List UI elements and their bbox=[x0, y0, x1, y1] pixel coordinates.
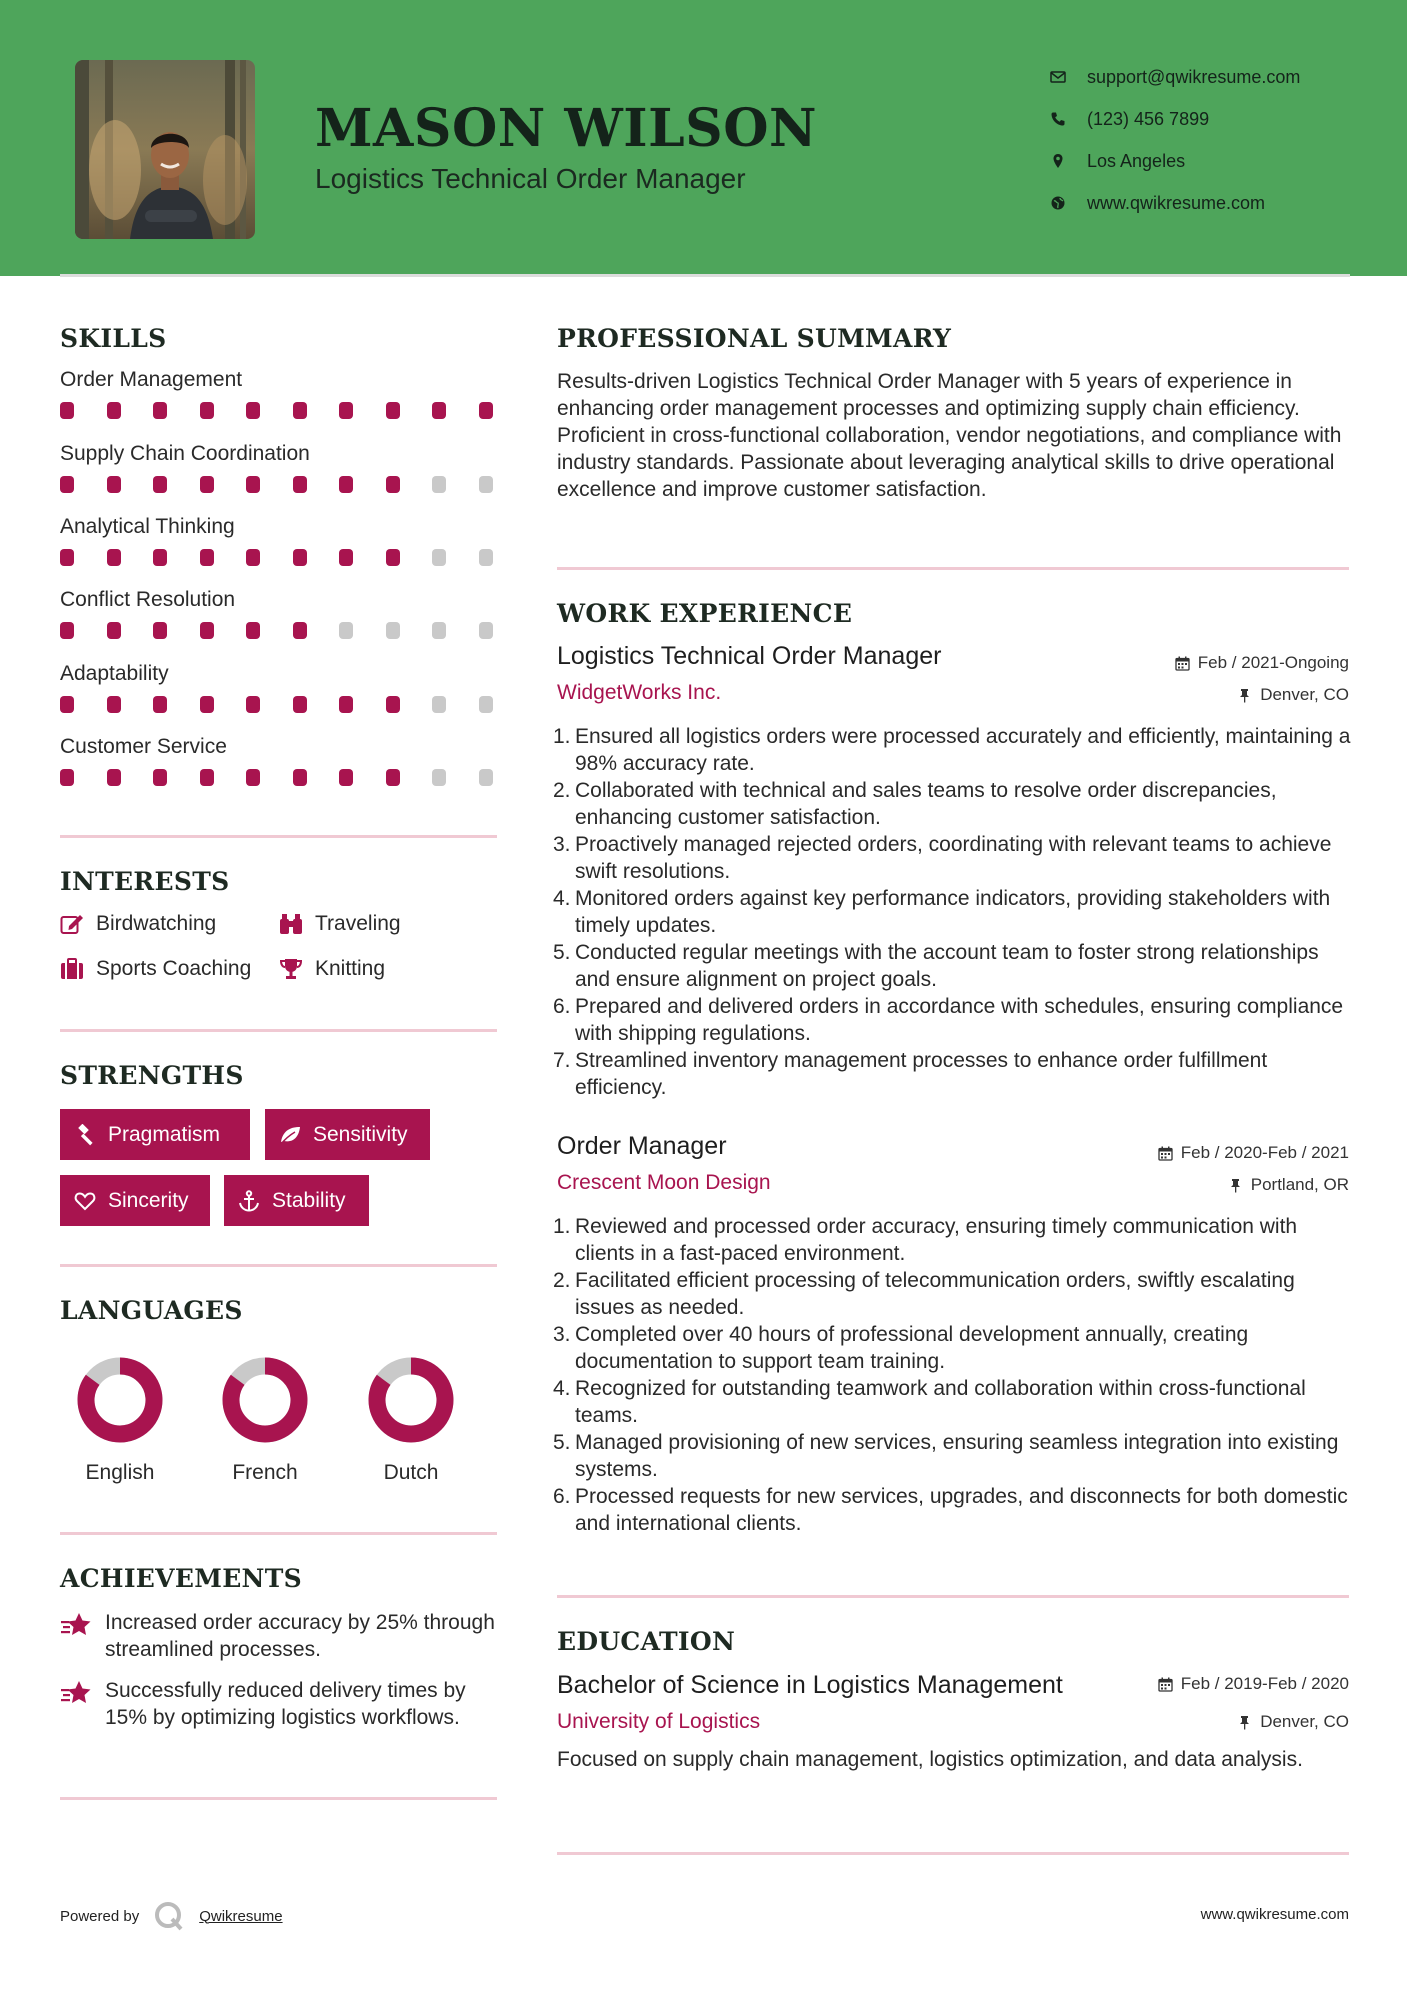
summary-text: Results-driven Logistics Technical Order Manager with 5 years of experience in enhancing order management processes and optimizing supply chain efficiency. Proficient in cross-functional collaboration, vendor negotiations, and compliance with industry standards. Passionate about leveraging analytical skills to drive operational excellence and improve customer satisfaction. bbox=[557, 370, 1342, 501]
job-dates bbox=[1175, 653, 1349, 673]
skill-dot bbox=[107, 696, 121, 713]
skill-dot bbox=[153, 476, 167, 493]
qwikresume-logo-icon bbox=[153, 1900, 185, 1932]
skill-dot bbox=[339, 549, 353, 566]
language-donut bbox=[367, 1356, 455, 1444]
calendar-icon bbox=[1175, 656, 1190, 671]
skill-dot bbox=[246, 696, 260, 713]
skill-dot bbox=[386, 402, 400, 419]
contact-list bbox=[1050, 56, 1300, 224]
section-divider bbox=[60, 1029, 497, 1032]
skill-dot bbox=[246, 769, 260, 786]
skill-dot bbox=[386, 696, 400, 713]
binoculars-icon bbox=[279, 913, 303, 935]
language-name: French bbox=[232, 1461, 298, 1484]
skill-dot bbox=[107, 402, 121, 419]
skill-dot bbox=[479, 549, 493, 566]
candidate-title: Logistics Technical Order Manager bbox=[315, 163, 746, 194]
candidate-name: MASON WILSON bbox=[315, 98, 818, 159]
education-dates bbox=[1158, 1674, 1349, 1694]
job-role: Logistics Technical Order Manager bbox=[557, 642, 942, 670]
skill-dot bbox=[153, 622, 167, 639]
skills-heading: SKILLS bbox=[60, 324, 167, 353]
education-school: University of Logistics bbox=[557, 1710, 761, 1733]
job-bullet: 5. Conducted regular meetings with the account team to foster strong relationships and ensure alignment on project goals. bbox=[553, 941, 1319, 991]
strength-tag bbox=[60, 1175, 210, 1226]
section-divider bbox=[557, 1595, 1349, 1598]
skill-item bbox=[60, 662, 500, 714]
achievement-text: Successfully reduced delivery times by 15% by optimizing logistics workflows. bbox=[105, 1679, 466, 1729]
job-bullet: 4. Monitored orders against key performance indicators, providing stakeholders with timely updates. bbox=[553, 887, 1331, 937]
language-name: English bbox=[85, 1461, 155, 1484]
skill-name: Order Management bbox=[60, 368, 243, 391]
skill-dot bbox=[339, 622, 353, 639]
qwikresume-link[interactable]: Qwikresume bbox=[199, 1907, 283, 1925]
briefcase-icon bbox=[60, 958, 84, 980]
skill-dot bbox=[153, 696, 167, 713]
interest-item bbox=[60, 912, 216, 936]
skill-item bbox=[60, 735, 500, 787]
education-location-text: Denver, CO bbox=[1260, 1712, 1349, 1731]
job-bullets bbox=[553, 1213, 1352, 1537]
skill-dot bbox=[153, 402, 167, 419]
job-bullets bbox=[553, 723, 1352, 1101]
skill-dot bbox=[60, 769, 74, 786]
skill-dot bbox=[339, 696, 353, 713]
skill-dot bbox=[293, 622, 307, 639]
skill-dot bbox=[107, 622, 121, 639]
experience-heading: WORK EXPERIENCE bbox=[557, 599, 853, 628]
calendar-icon bbox=[1158, 1677, 1173, 1692]
job-bullet: 1. Ensured all logistics orders were processed accurately and efficiently, maintaining a 98% accuracy rate. bbox=[553, 725, 1351, 775]
contact-phone[interactable] bbox=[1050, 98, 1300, 140]
skill-dot bbox=[246, 476, 260, 493]
section-divider bbox=[60, 835, 497, 838]
skill-rating bbox=[60, 622, 500, 640]
pencil-square-icon bbox=[60, 913, 84, 935]
contact-website-text: www.qwikresume.com bbox=[1087, 192, 1266, 213]
language-donut bbox=[221, 1356, 309, 1444]
languages-heading: LANGUAGES bbox=[60, 1296, 243, 1325]
pushpin-icon bbox=[1228, 1178, 1243, 1193]
job-bullet: 4. Recognized for outstanding teamwork and collaboration within cross-functional teams. bbox=[553, 1377, 1306, 1427]
skill-name: Analytical Thinking bbox=[60, 515, 235, 538]
job-bullet: 6. Prepared and delivered orders in accordance with schedules, ensuring compliance with shipping regulations. bbox=[553, 995, 1344, 1045]
skill-dot bbox=[200, 549, 214, 566]
resume-header bbox=[0, 0, 1407, 276]
skill-dot bbox=[107, 769, 121, 786]
skill-dot bbox=[479, 769, 493, 786]
star-icon bbox=[60, 1679, 92, 1709]
contact-phone-text: (123) 456 7899 bbox=[1087, 108, 1210, 129]
language-item bbox=[336, 1356, 486, 1485]
job-bullet: 1. Reviewed and processed order accuracy, ensuring timely communication with clients in a fast-paced environment. bbox=[553, 1215, 1298, 1265]
interests-heading: INTERESTS bbox=[60, 867, 230, 896]
skill-dot bbox=[60, 402, 74, 419]
job-bullet: 2. Facilitated efficient processing of telecommunication orders, swiftly escalating issues as needed. bbox=[553, 1269, 1295, 1319]
skill-dot bbox=[60, 476, 74, 493]
star-icon bbox=[60, 1611, 92, 1641]
skill-item bbox=[60, 515, 500, 567]
job-dates bbox=[1158, 1143, 1349, 1163]
strength-tag bbox=[265, 1109, 430, 1160]
contact-location bbox=[1050, 140, 1300, 182]
interest-label: Birdwatching bbox=[96, 912, 217, 935]
skill-dot bbox=[200, 696, 214, 713]
achievement-item bbox=[60, 1677, 500, 1731]
gavel-icon bbox=[74, 1124, 96, 1146]
skill-dot bbox=[293, 476, 307, 493]
pushpin-icon bbox=[1237, 688, 1252, 703]
skill-dot bbox=[432, 402, 446, 419]
skill-dot bbox=[293, 549, 307, 566]
skill-dot bbox=[200, 622, 214, 639]
job-bullet: 6. Processed requests for new services, upgrades, and disconnects for both domestic and international clients. bbox=[553, 1485, 1348, 1535]
skill-dot bbox=[479, 696, 493, 713]
job-dates-text: Feb / 2020-Feb / 2021 bbox=[1180, 1143, 1349, 1162]
skill-dot bbox=[200, 769, 214, 786]
skill-item bbox=[60, 588, 500, 640]
education-location bbox=[1237, 1712, 1349, 1732]
pushpin-icon bbox=[1237, 1715, 1252, 1730]
skill-dot bbox=[386, 622, 400, 639]
skill-dot bbox=[246, 549, 260, 566]
skill-rating bbox=[60, 476, 500, 494]
skill-dot bbox=[153, 769, 167, 786]
strength-label: Stability bbox=[272, 1188, 346, 1212]
skill-dot bbox=[60, 696, 74, 713]
job-bullet: 3. Proactively managed rejected orders, coordinating with relevant teams to achieve swift resolutions. bbox=[553, 833, 1332, 883]
job-bullet: 5. Managed provisioning of new services, ensuring seamless integration into existing systems. bbox=[553, 1431, 1339, 1481]
contact-email-text: support@qwikresume.com bbox=[1087, 66, 1301, 87]
powered-by-text: Powered by bbox=[60, 1907, 140, 1925]
footer-website[interactable]: www.qwikresume.com bbox=[1200, 1906, 1349, 1923]
skill-name: Adaptability bbox=[60, 662, 169, 685]
achievement-text: Increased order accuracy by 25% through streamlined processes. bbox=[105, 1611, 495, 1661]
globe-icon bbox=[1050, 195, 1066, 211]
skill-name: Supply Chain Coordination bbox=[60, 442, 310, 465]
interest-item bbox=[60, 957, 251, 981]
job-location-text: Denver, CO bbox=[1260, 685, 1349, 704]
job-company: Crescent Moon Design bbox=[557, 1171, 771, 1194]
interest-label: Knitting bbox=[315, 957, 386, 980]
strength-tag bbox=[224, 1175, 369, 1226]
language-item bbox=[45, 1356, 195, 1485]
skill-dot bbox=[107, 549, 121, 566]
skill-dot bbox=[200, 402, 214, 419]
contact-location-text: Los Angeles bbox=[1087, 150, 1186, 171]
skill-dot bbox=[339, 476, 353, 493]
skill-dot bbox=[479, 476, 493, 493]
skill-dot bbox=[200, 476, 214, 493]
strength-label: Sensitivity bbox=[313, 1122, 408, 1146]
skill-dot bbox=[339, 769, 353, 786]
interest-label: Sports Coaching bbox=[96, 957, 252, 980]
job-bullet: 2. Collaborated with technical and sales teams to resolve order discrepancies, enhancing customer satisfaction. bbox=[553, 779, 1277, 829]
interest-label: Traveling bbox=[315, 912, 401, 935]
language-item bbox=[190, 1356, 340, 1485]
education-dates-text: Feb / 2019-Feb / 2020 bbox=[1180, 1674, 1349, 1693]
job-location bbox=[1228, 1175, 1349, 1195]
profile-photo bbox=[75, 60, 255, 239]
language-name: Dutch bbox=[383, 1461, 439, 1484]
skill-dot bbox=[246, 622, 260, 639]
skill-dot bbox=[432, 549, 446, 566]
skill-dot bbox=[432, 476, 446, 493]
map-marker-icon bbox=[1050, 153, 1066, 169]
skill-dot bbox=[432, 622, 446, 639]
job-bullet: 7. Streamlined inventory management processes to enhance order fulfillment efficiency. bbox=[553, 1049, 1268, 1099]
skill-dot bbox=[339, 402, 353, 419]
trophy-icon bbox=[279, 958, 303, 980]
achievement-item bbox=[60, 1609, 500, 1663]
education-heading: EDUCATION bbox=[557, 1627, 736, 1656]
skill-dot bbox=[386, 549, 400, 566]
contact-email[interactable] bbox=[1050, 56, 1300, 98]
section-divider bbox=[60, 1264, 497, 1267]
education-description: Focused on supply chain management, logistics optimization, and data analysis. bbox=[557, 1748, 1303, 1771]
header-divider bbox=[60, 274, 1350, 277]
phone-icon bbox=[1050, 111, 1066, 127]
strength-label: Sincerity bbox=[108, 1188, 189, 1212]
language-donut bbox=[76, 1356, 164, 1444]
section-divider bbox=[60, 1532, 497, 1535]
skill-dot bbox=[60, 622, 74, 639]
section-divider bbox=[557, 1852, 1349, 1855]
job-location bbox=[1237, 685, 1349, 705]
interest-item bbox=[279, 957, 385, 981]
skill-dot bbox=[246, 402, 260, 419]
skill-dot bbox=[293, 769, 307, 786]
section-divider bbox=[557, 567, 1349, 570]
skill-dot bbox=[153, 549, 167, 566]
job-location-text: Portland, OR bbox=[1250, 1175, 1349, 1194]
strength-label: Pragmatism bbox=[108, 1122, 221, 1146]
job-dates-text: Feb / 2021-Ongoing bbox=[1197, 653, 1349, 672]
skill-dot bbox=[386, 769, 400, 786]
contact-website[interactable] bbox=[1050, 182, 1300, 224]
skill-dot bbox=[386, 476, 400, 493]
skill-dot bbox=[479, 622, 493, 639]
job-role: Order Manager bbox=[557, 1132, 727, 1160]
skill-rating bbox=[60, 402, 500, 420]
interest-item bbox=[279, 912, 401, 936]
skill-dot bbox=[107, 476, 121, 493]
skill-name: Customer Service bbox=[60, 735, 227, 758]
skill-name: Conflict Resolution bbox=[60, 588, 236, 611]
achievements-heading: ACHIEVEMENTS bbox=[60, 1564, 302, 1593]
anchor-icon bbox=[238, 1190, 260, 1212]
skill-dot bbox=[293, 402, 307, 419]
strength-tag bbox=[60, 1109, 250, 1160]
skill-dot bbox=[293, 696, 307, 713]
skill-dot bbox=[432, 769, 446, 786]
skill-dot bbox=[60, 549, 74, 566]
skill-dot bbox=[432, 696, 446, 713]
skill-rating bbox=[60, 696, 500, 714]
job-company: WidgetWorks Inc. bbox=[557, 681, 722, 704]
heart-icon bbox=[74, 1190, 96, 1212]
strengths-heading: STRENGTHS bbox=[60, 1061, 244, 1090]
skill-dot bbox=[479, 402, 493, 419]
summary-heading: PROFESSIONAL SUMMARY bbox=[557, 324, 952, 353]
envelope-icon bbox=[1050, 69, 1066, 85]
skill-item bbox=[60, 368, 500, 420]
footer-powered-by bbox=[60, 1900, 283, 1932]
section-divider bbox=[60, 1797, 497, 1800]
skill-item bbox=[60, 442, 500, 494]
calendar-icon bbox=[1158, 1146, 1173, 1161]
education-degree: Bachelor of Science in Logistics Management bbox=[557, 1671, 1063, 1699]
leaf-icon bbox=[279, 1124, 301, 1146]
skill-rating bbox=[60, 549, 500, 567]
job-bullet: 3. Completed over 40 hours of professional development annually, creating documentation to support team training. bbox=[553, 1323, 1249, 1373]
skill-rating bbox=[60, 769, 500, 787]
